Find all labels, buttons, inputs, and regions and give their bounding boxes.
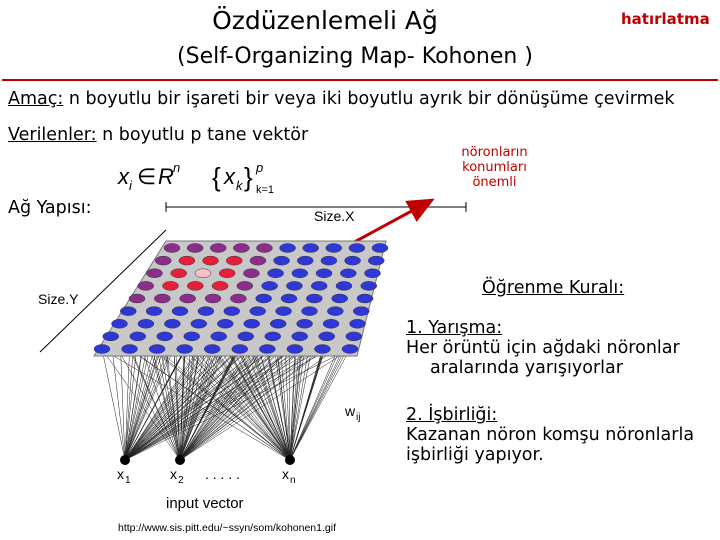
neuron [155,256,171,265]
neuron [327,307,343,316]
neuron [180,294,196,303]
neuron [311,281,327,290]
neuron [112,319,128,328]
formula-xk-sub: k [236,178,243,193]
neuron [319,332,335,341]
neuron [345,256,361,265]
neuron [346,332,362,341]
neuron [259,345,275,354]
neuron [154,294,170,303]
neuron [316,269,332,278]
size-y-label: Size.Y [38,291,79,307]
neuron [342,345,358,354]
neuron [292,332,308,341]
given-label: Verilenler: [8,125,97,145]
positions-note-line3: önemli [472,175,517,190]
positions-note-line1: nöronların [461,145,528,160]
neuron [184,332,200,341]
neuron [224,307,240,316]
formula-brace-open: { [212,162,221,192]
neuron [250,307,266,316]
input-x1-sub: 1 [125,475,131,486]
neuron [179,256,195,265]
cooperation-title: 2. İşbirliği: [406,405,498,425]
neuron [368,256,384,265]
input-node-n [285,455,295,465]
learning-rule-label: Öğrenme Kuralı: [482,278,625,298]
neuron [349,244,365,253]
neuron [357,294,373,303]
neuron [164,319,180,328]
formula-xk: x [224,164,235,189]
neuron [210,244,226,253]
input-node-1 [120,455,130,465]
reminder-label: hatırlatma [621,10,710,28]
neuron [243,269,259,278]
neuron [129,294,145,303]
formula-xi [117,160,180,193]
neuron [237,281,253,290]
neuron [163,281,179,290]
neuron [138,281,154,290]
competition-title: 1. Yarışma: [406,318,503,338]
neuron [149,345,165,354]
neuron [177,345,193,354]
neuron [138,319,154,328]
neuron [120,307,136,316]
weight-label-sub: ij [356,412,361,423]
cooperation-line1: Kazanan nöron komşu nöronlarla [406,425,695,445]
positions-note-line2: konumları [462,160,527,175]
aim-text: n boyutlu bir işareti bir veya iki boyutlu ayrık bir dönüşüme çevirmek [63,89,675,109]
neuron [122,345,138,354]
neuron [372,244,388,253]
formula-sub: k=1 [256,184,275,196]
input-x1: x [117,466,124,482]
formula-set [212,160,274,196]
neuron [172,307,188,316]
formula-reals: R [158,164,174,189]
neuron [187,244,203,253]
neuron [265,332,281,341]
neuron [321,256,337,265]
input-node-2 [175,455,185,465]
input-x2: x [170,466,177,482]
neuron [146,307,162,316]
neuron [297,256,313,265]
structure-label: Ağ Yapısı: [8,198,92,218]
neuron [256,244,272,253]
neuron [314,345,330,354]
neuron [204,345,220,354]
neuron [233,244,249,253]
input-xn-sub: n [290,475,296,486]
neuron [274,256,290,265]
cooperation-line2: işbirliği yapıyor. [406,445,544,465]
weight-label: w [345,403,356,419]
given-text: n boyutlu p tane vektör [96,125,309,145]
neuron [219,269,235,278]
competition-line1: Her örüntü için ağdaki nöronlar [406,338,680,358]
neuron [336,281,352,290]
neuron [212,281,228,290]
neuron [306,294,322,303]
formula-x: x [118,164,129,189]
input-x2-sub: 2 [178,475,184,486]
neuron [205,294,221,303]
neuron [94,345,110,354]
neuron [268,269,284,278]
neuron [244,319,260,328]
input-xn: x [282,466,289,482]
neuron [217,319,233,328]
neuron [203,256,219,265]
neuron [287,345,303,354]
input-nodes [120,455,295,465]
neuron [276,307,292,316]
neuron [171,269,187,278]
neuron [326,244,342,253]
input-vector-label: input vector [166,495,244,512]
neuron [323,319,339,328]
formula-exp: n [173,160,181,175]
neuron [211,332,227,341]
neuron [195,269,211,278]
neuron [301,307,317,316]
neuron [262,281,278,290]
formula-brace-close: } [244,162,253,192]
neuron [361,281,377,290]
source-url: http://www.sis.pitt.edu/~ssyn/som/kohonen1.gif [118,522,336,534]
neuron [340,269,356,278]
neuron [232,345,248,354]
neuron [250,256,266,265]
neuron [292,269,308,278]
formula-sup: p [256,160,264,175]
page-title: Özdüzenlemeli Ağ [212,6,438,35]
neuron [353,307,369,316]
neuron [198,307,214,316]
neuron [332,294,348,303]
neuron [270,319,286,328]
neuron [164,244,180,253]
neuron [187,281,203,290]
neuron [303,244,319,253]
aim-label: Amaç: [8,89,64,109]
neuron [238,332,254,341]
page-subtitle: (Self-Organizing Map- Kohonen ) [177,44,533,69]
neuron [191,319,207,328]
neuron [103,332,119,341]
size-x-label: Size.X [314,208,355,224]
neuron [350,319,366,328]
input-dots: . . . . . [205,466,241,482]
neuron [147,269,163,278]
neuron [226,256,242,265]
neuron [365,269,381,278]
neuron [130,332,146,341]
competition-line2: aralarında yarışıyorlar [430,358,623,378]
neuron [230,294,246,303]
formula-in: ∈ [137,164,157,189]
formula-x-sub: i [129,178,132,193]
neuron [280,244,296,253]
neuron [281,294,297,303]
neuron [286,281,302,290]
neuron [297,319,313,328]
neuron [157,332,173,341]
neuron [256,294,272,303]
